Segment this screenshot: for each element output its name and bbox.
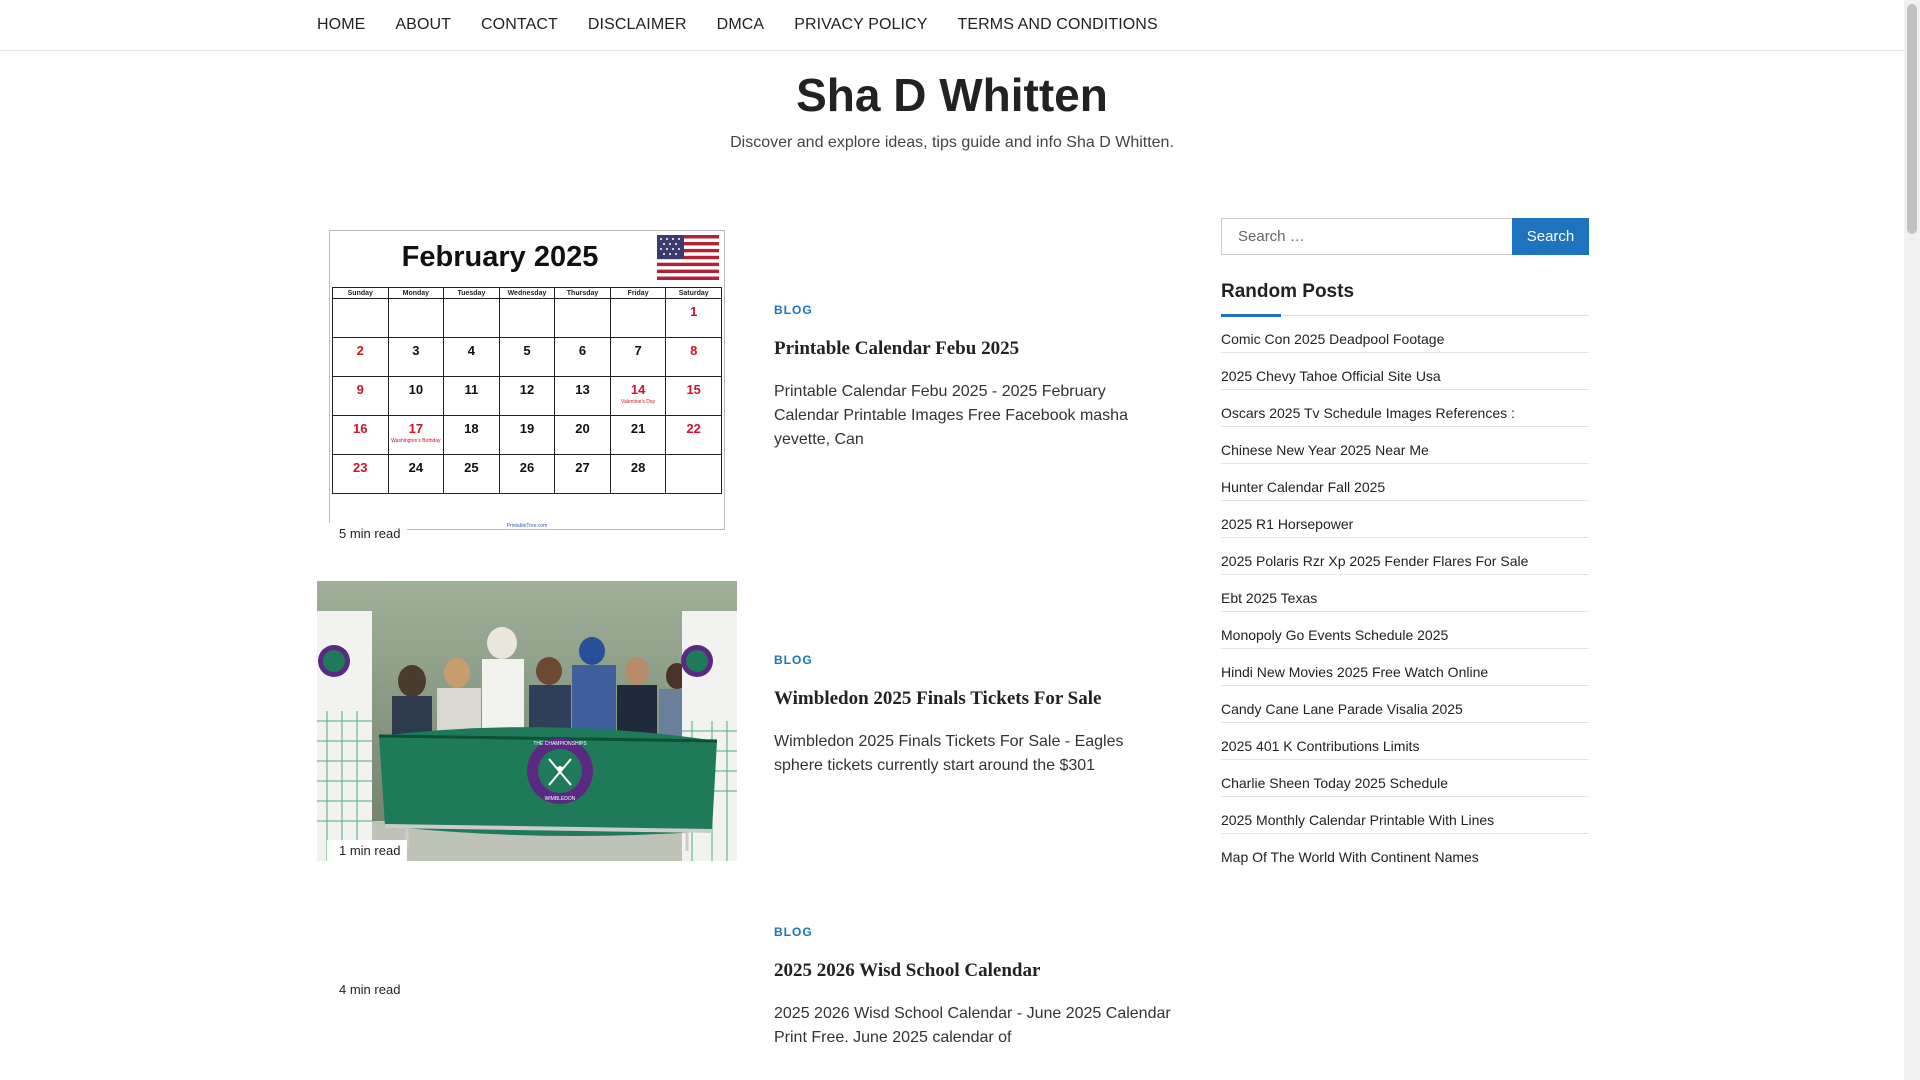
day-header: Thursday — [555, 288, 611, 299]
random-post-link[interactable]: 2025 R1 Horsepower — [1221, 501, 1589, 538]
random-posts-title: Random Posts — [1221, 281, 1355, 302]
widget-title-underline — [1221, 315, 1589, 316]
photo-logo-bottom-text: WIMBLEDON — [544, 796, 576, 802]
day-header: Wednesday — [499, 288, 555, 299]
image-source: PrintableTree.com — [506, 523, 548, 529]
post-meta — [774, 925, 1174, 1050]
sidebar — [1221, 218, 1589, 870]
us-flag-icon — [657, 235, 719, 280]
random-post-link[interactable]: Charlie Sheen Today 2025 Schedule — [1221, 760, 1589, 797]
search-form — [1221, 218, 1589, 255]
nav-contact[interactable]: CONTACT — [481, 16, 558, 33]
holiday-label: Valentine's Day — [620, 399, 656, 405]
read-time-badge: 5 min read — [327, 523, 407, 544]
post-card — [317, 230, 1177, 550]
random-post-link[interactable]: 2025 Monthly Calendar Printable With Lines — [1221, 797, 1589, 834]
day-header: Friday — [610, 288, 666, 299]
random-post-link[interactable]: Chinese New Year 2025 Near Me — [1221, 427, 1589, 464]
nav-dmca[interactable]: DMCA — [716, 16, 765, 33]
post-excerpt: 2025 2026 Wisd School Calendar - June 2025 Calendar Print Free. June 2025 calendar of — [774, 1005, 1171, 1046]
nav-about[interactable]: ABOUT — [395, 16, 452, 33]
day-header: Sunday — [333, 288, 389, 299]
search-input[interactable] — [1221, 218, 1512, 255]
random-post-link[interactable]: Monopoly Go Events Schedule 2025 — [1221, 612, 1589, 649]
top-navigation — [0, 0, 1904, 51]
post-category[interactable]: BLOG — [774, 653, 813, 667]
holiday-label: Washington's Birthday — [391, 438, 441, 444]
nav-disclaimer[interactable]: DISCLAIMER — [587, 16, 687, 33]
random-post-link[interactable]: 2025 Chevy Tahoe Official Site Usa — [1221, 353, 1589, 390]
post-excerpt: Wimbledon 2025 Finals Tickets For Sale - Eagles sphere tickets currently start around the $301 — [774, 733, 1124, 774]
site-tagline: Discover and explore ideas, tips guide and info Sha D Whitten. — [730, 134, 1174, 151]
calendar-grid: Sunday Monday Tuesday Wednesday Thursday Friday Saturday 1 2 3 4 5 6 7 8 9 10 11 12 13 14 Valentine's Day 15 16 17 Washington's Birthday 18 19 20 21 22 23 24 25 26 27 28 — [332, 287, 722, 494]
wimbledon-crowd-photo — [317, 581, 737, 861]
day-header: Monday — [388, 288, 444, 299]
random-post-link[interactable]: Map Of The World With Continent Names — [1221, 849, 1479, 865]
site-title[interactable]: Sha D Whitten — [796, 69, 1108, 121]
random-post-link[interactable]: 2025 Polaris Rzr Xp 2025 Fender Flares For Sale — [1221, 538, 1589, 575]
post-title[interactable]: 2025 2026 Wisd School Calendar — [774, 960, 1041, 981]
post-card — [317, 581, 1177, 861]
random-post-link[interactable]: Comic Con 2025 Deadpool Footage — [1221, 316, 1589, 353]
nav-terms-and-conditions[interactable]: TERMS AND CONDITIONS — [957, 16, 1158, 33]
random-post-link[interactable]: Oscars 2025 Tv Schedule Images References : — [1221, 390, 1589, 427]
post-category[interactable]: BLOG — [774, 303, 813, 317]
random-posts-list — [1221, 316, 1589, 870]
random-post-link[interactable]: Candy Cane Lane Parade Visalia 2025 — [1221, 686, 1589, 723]
read-time-badge: 1 min read — [327, 840, 407, 861]
calendar-image — [329, 230, 725, 530]
calendar-image-title: February 2025 — [401, 241, 599, 273]
random-post-link[interactable]: 2025 401 K Contributions Limits — [1221, 723, 1589, 760]
random-post-link[interactable]: Hindi New Movies 2025 Free Watch Online — [1221, 649, 1589, 686]
post-title[interactable]: Wimbledon 2025 Finals Tickets For Sale — [774, 688, 1102, 709]
read-time-badge: 4 min read — [327, 979, 407, 1000]
post-thumbnail[interactable] — [317, 581, 737, 861]
day-header: Tuesday — [444, 288, 500, 299]
scrollbar-thumb[interactable] — [1907, 4, 1917, 234]
random-post-link[interactable]: Ebt 2025 Texas — [1221, 575, 1589, 612]
vertical-scrollbar[interactable] — [1904, 0, 1920, 1080]
search-button[interactable]: Search — [1512, 218, 1589, 255]
day-header: Saturday — [666, 288, 722, 299]
post-meta — [774, 303, 1174, 452]
post-meta — [774, 653, 1174, 778]
post-excerpt: Printable Calendar Febu 2025 - 2025 February Calendar Printable Images Free Facebook masha yevette, Can — [774, 383, 1128, 448]
post-thumbnail[interactable] — [317, 925, 737, 1005]
nav-home[interactable]: HOME — [317, 16, 366, 33]
post-card — [317, 925, 1177, 1075]
post-title[interactable]: Printable Calendar Febu 2025 — [774, 338, 1020, 359]
post-thumbnail[interactable] — [317, 230, 737, 540]
nav-privacy-policy[interactable]: PRIVACY POLICY — [794, 16, 928, 33]
post-category[interactable]: BLOG — [774, 925, 813, 939]
site-branding — [0, 66, 1904, 152]
photo-logo-top-text: THE CHAMPIONSHIPS — [533, 741, 587, 747]
random-post-link[interactable]: Hunter Calendar Fall 2025 — [1221, 464, 1589, 501]
